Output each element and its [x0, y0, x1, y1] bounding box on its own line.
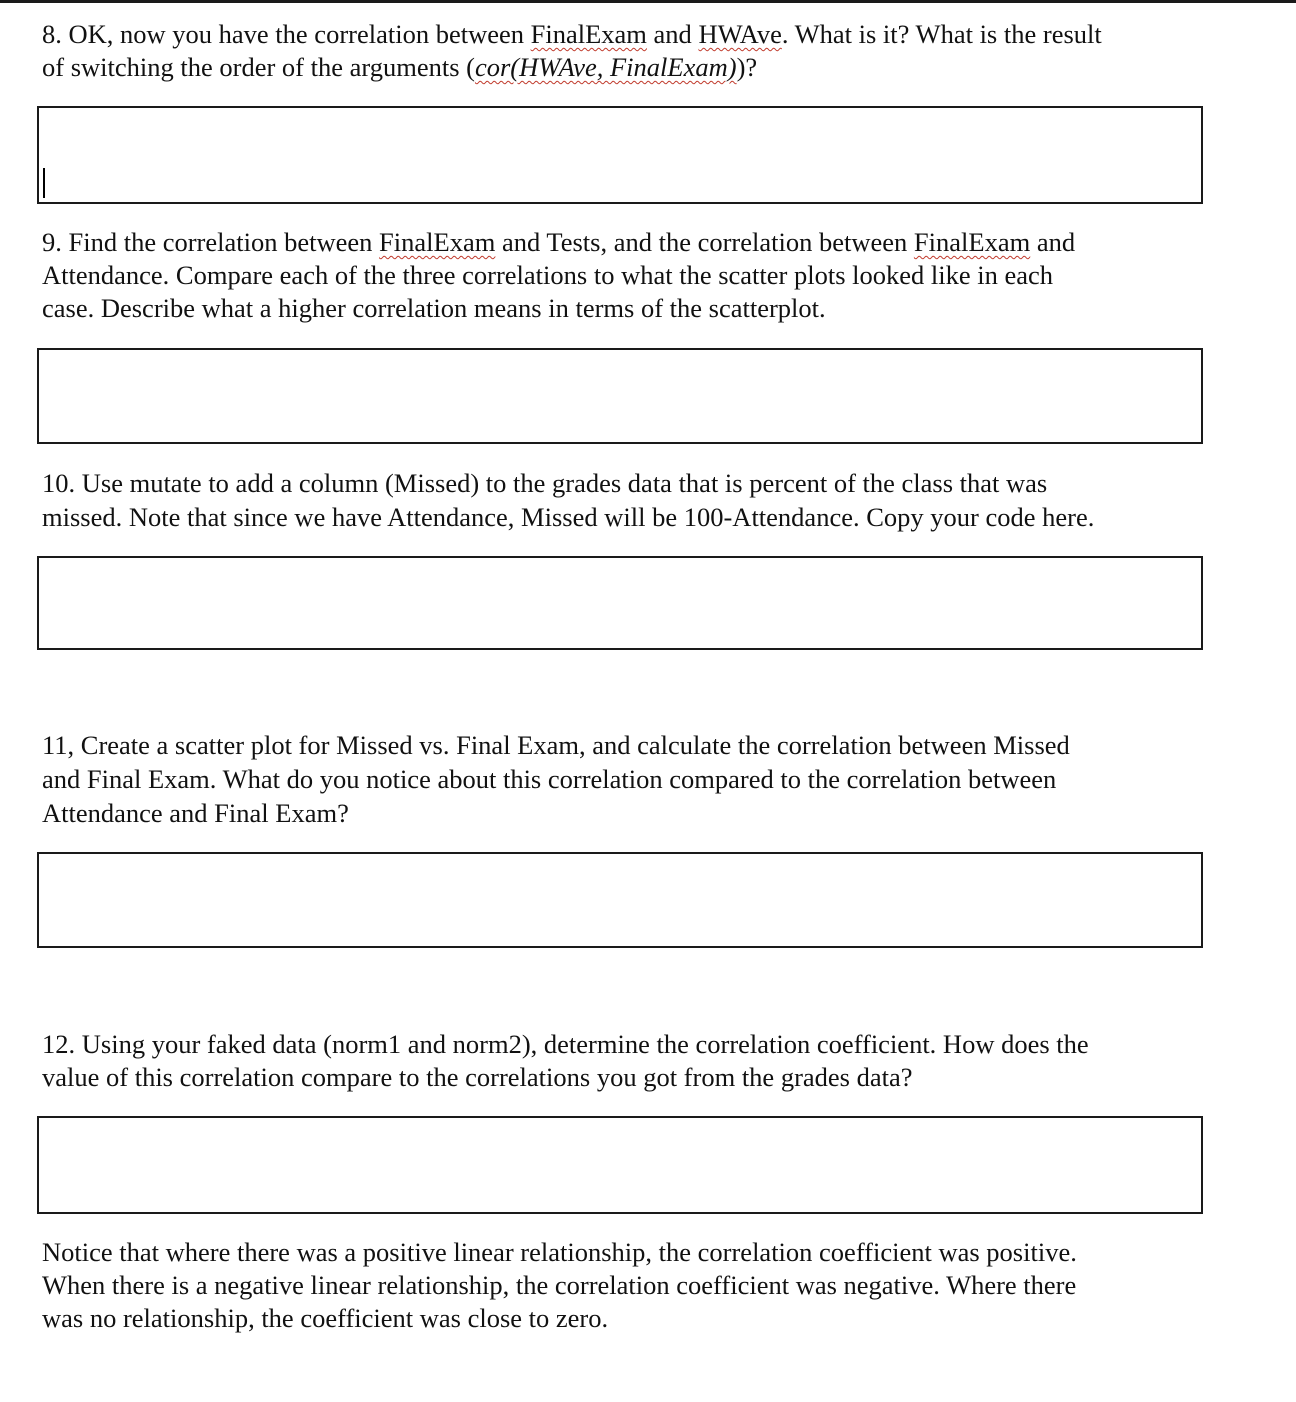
answer-box-12[interactable] [37, 1116, 1203, 1214]
spellcheck-word: FinalExam [379, 227, 496, 257]
code-snippet: cor(HWAve, FinalExam) [474, 52, 737, 82]
spellcheck-word: HWAve [698, 19, 782, 49]
question-9-text [42, 226, 1212, 325]
answer-box-11[interactable] [37, 852, 1203, 948]
question-10-text [42, 466, 1212, 534]
closing-note [42, 1236, 1212, 1335]
closing-note-line-2: When there is a negative linear relationship, the correlation coefficient was negative. Where there [42, 1270, 1077, 1300]
question-8-text [42, 18, 1212, 84]
text-cursor [43, 168, 45, 198]
question-9-line-1: 9. Find the correlation between FinalExam and Tests, and the correlation between FinalExam and [42, 227, 1076, 257]
question-11-text [42, 728, 1212, 830]
question-10-line-2: missed. Note that since we have Attendance, Missed will be 100-Attendance. Copy your code here. [42, 502, 1095, 532]
question-10-line-1: 10. Use mutate to add a column (Missed) to the grades data that is percent of the class that was [42, 468, 1048, 498]
spellcheck-word: FinalExam [913, 227, 1031, 257]
answer-box-8[interactable] [37, 106, 1203, 204]
question-9-line-3: case. Describe what a higher correlation means in terms of the scatterplot. [42, 293, 826, 323]
question-8-line-2: of switching the order of the arguments (cor(HWAve, FinalExam))? [42, 52, 758, 82]
question-9-line-2: Attendance. Compare each of the three correlations to what the scatter plots looked like in each [42, 260, 1054, 290]
top-rule [0, 0, 1296, 3]
closing-note-line-3: was no relationship, the coefficient was close to zero. [42, 1303, 609, 1333]
question-11-line-2: and Final Exam. What do you notice about this correlation compared to the correlation between [42, 764, 1057, 794]
answer-box-10[interactable] [37, 556, 1203, 650]
question-11-line-3: Attendance and Final Exam? [42, 798, 349, 828]
closing-note-line-1: Notice that where there was a positive linear relationship, the correlation coefficient was positive. [42, 1237, 1077, 1267]
question-11-line-1: 11, Create a scatter plot for Missed vs. Final Exam, and calculate the correlation between Missed [42, 730, 1070, 760]
question-12-text [42, 1028, 1212, 1094]
question-12-line-1: 12. Using your faked data (norm1 and norm2), determine the correlation coefficient. How does the [42, 1029, 1089, 1059]
question-12-line-2: value of this correlation compare to the correlations you got from the grades data? [42, 1062, 913, 1092]
question-8-line-1: 8. OK, now you have the correlation between FinalExam and HWAve. What is it? What is the result [42, 19, 1102, 49]
spellcheck-word: FinalExam [530, 19, 647, 49]
answer-box-9[interactable] [37, 348, 1203, 444]
